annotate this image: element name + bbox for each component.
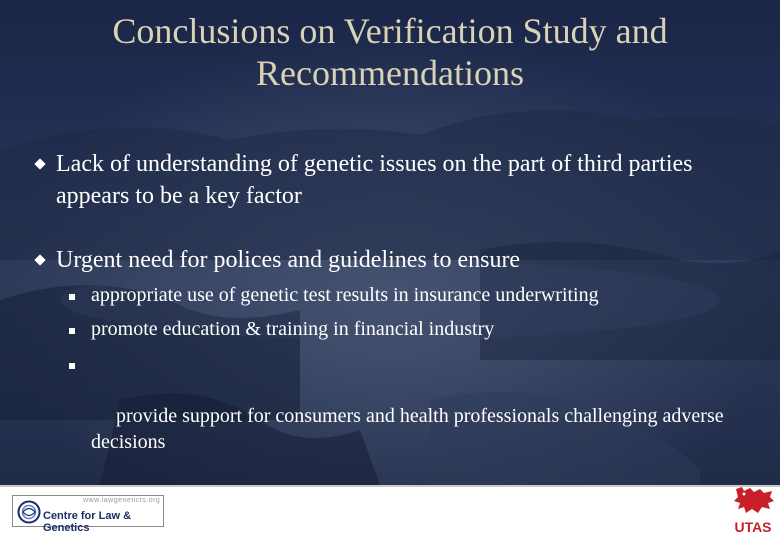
sub-bullet-text: provide support for consumers and health professionals challenging adverse decisions [91,405,729,453]
square-bullet-icon [69,363,75,369]
sub-bullet-text: appropriate use of genetic test results in insurance underwriting [91,284,599,306]
globe-logo-icon [17,500,41,524]
sub-bullet-item [91,316,761,342]
sub-bullet-item [91,282,761,308]
bullet-text: Lack of understanding of genetic issues on the part of third parties appears to be a key factor [56,151,693,209]
sub-bullet-text: promote education & training in financial industry [91,318,495,340]
bullet-item [56,244,736,276]
bullet-item [56,148,736,212]
utas-wordmark: UTAS [734,519,772,535]
slide-title: Conclusions on Verification Study and Recommendations [112,11,668,93]
square-bullet-icon [69,328,75,334]
logo-url: www.lawgeneticts.org [83,497,161,504]
centre-for-law-genetics-logo[interactable] [12,495,164,534]
footer-bar [0,485,780,540]
square-bullet-icon [69,294,75,300]
footer-divider [0,485,780,487]
logo-text: Centre for Law & Genetics [43,510,132,534]
bullet-text: Urgent need for polices and guidelines to ensure [56,247,521,273]
sub-bullet-item [91,351,761,481]
